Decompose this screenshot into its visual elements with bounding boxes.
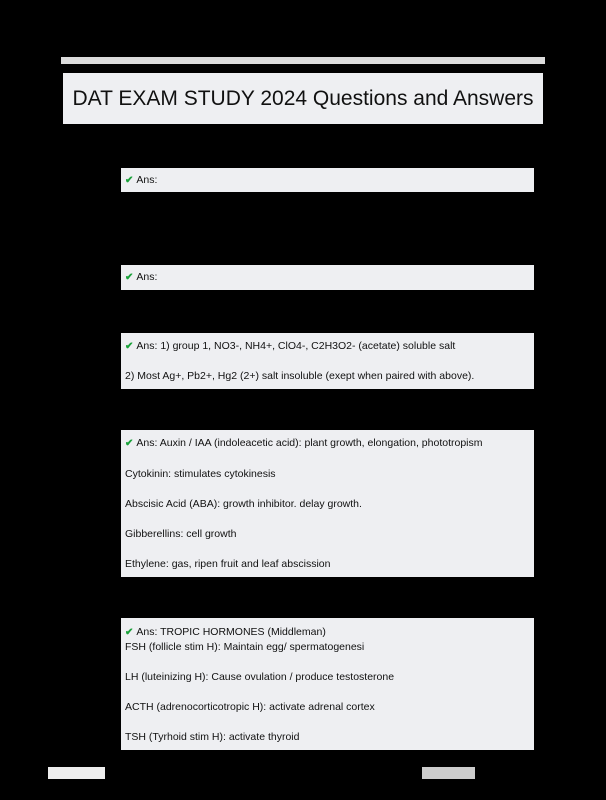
check-icon: ✔: [125, 272, 134, 283]
answer-text: LH (luteinizing H): Cause ovulation / produce testosterone: [125, 671, 395, 683]
answer-box-1: [119, 168, 536, 192]
footer-right-watermark: [422, 767, 475, 779]
check-icon: ✔: [125, 627, 134, 638]
check-icon: ✔: [125, 175, 134, 186]
answer-text: Ans:: [136, 271, 158, 283]
answer-text: Gibberellins: cell growth: [125, 528, 237, 540]
answer-text: Cytokinin: stimulates cytokinesis: [125, 468, 276, 480]
header-bar: [61, 57, 545, 64]
answer-box-3: [119, 333, 536, 389]
answer-text: Ethylene: gas, ripen fruit and leaf abscission: [125, 558, 331, 570]
answer-text: Ans: 1) group 1, NO3-, NH4+, ClO4-, C2H3O2- (acetate) soluble salt: [136, 340, 456, 352]
answer-text: Ans:: [136, 174, 158, 186]
answer-text: 2) Most Ag+, Pb2+, Hg2 (2+) salt insoluble (exept when paired with above).: [125, 370, 475, 382]
answer-text: FSH (follicle stim H): Maintain egg/ spermatogenesi: [125, 641, 365, 653]
title-box: [61, 73, 545, 124]
answer-box-2: [119, 265, 536, 290]
answer-box-5: [119, 618, 536, 750]
answer-text: ACTH (adrenocorticotropic H): activate adrenal cortex: [125, 701, 375, 713]
check-icon: ✔: [125, 438, 134, 449]
answer-text: Abscisic Acid (ABA): growth inhibitor. delay growth.: [125, 498, 362, 510]
answer-text: TSH (Tyrhoid stim H): activate thyroid: [125, 731, 300, 743]
check-icon: ✔: [125, 341, 134, 352]
page-title: DAT EXAM STUDY 2024 Questions and Answers: [72, 86, 534, 110]
footer-left-watermark: [48, 767, 105, 779]
answer-text: Ans: Auxin / IAA (indoleacetic acid): plant growth, elongation, phototropism: [136, 437, 483, 449]
answer-box-4: [119, 430, 536, 577]
answer-text: Ans: TROPIC HORMONES (Middleman): [136, 626, 326, 638]
